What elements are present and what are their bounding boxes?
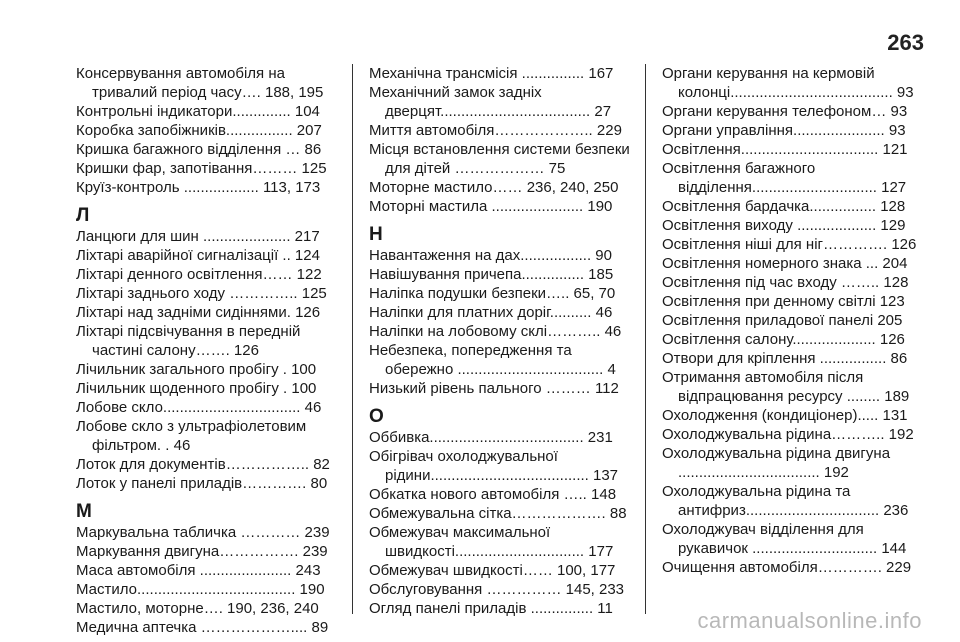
index-entry: Лічильник загального пробігу . 100	[76, 361, 317, 378]
index-entry: Охолоджувальна рідина та антифриз................................ 236	[662, 483, 909, 519]
index-entry: Небезпека, попередження та обережно ................................... 4	[369, 342, 616, 378]
index-letter-heading: О	[369, 406, 384, 427]
index-entry: Мастило...................................... 190	[76, 581, 325, 598]
index-entry: Охолодження (кондиціонер)..... 131	[662, 407, 908, 424]
index-entry: Освітлення салону.................... 126	[662, 331, 905, 348]
index-entry: Круїз-контроль .................. 113, 173	[76, 179, 321, 196]
index-entry: Органи керування телефоном… 93	[662, 103, 908, 120]
index-entry: Контрольні індикатори.............. 104	[76, 103, 320, 120]
index-entry: Обмежувальна сітка………………. 88	[369, 505, 627, 522]
index-entry: Низький рівень пального ……… 112	[369, 380, 619, 397]
index-entry: Освітлення приладової панелі 205	[662, 312, 903, 329]
index-letter-heading: Л	[76, 205, 90, 226]
index-entry: Ліхтарі підсвічування в передній частині салону……. 126	[76, 323, 301, 359]
index-entry: Моторне мастило…… 236, 240, 250	[369, 179, 619, 196]
index-entry: Отримання автомобіля після відпрацювання ресурсу ........ 189	[662, 369, 910, 405]
index-entry: Охолоджувач відділення для рукавичок .............................. 144	[662, 521, 907, 557]
index-entry: Мастило, моторне…. 190, 236, 240	[76, 600, 319, 617]
index-entry: Механічна трансмісія ............... 167	[369, 65, 614, 82]
index-entry: Коробка запобіжників................ 207	[76, 122, 322, 139]
index-entry: Моторні мастила ...................... 190	[369, 198, 613, 215]
index-column-3	[662, 64, 924, 577]
index-entry: Наліпки для платних доріг.......... 46	[369, 304, 613, 321]
index-entry: Освітлення бардачка................ 128	[662, 198, 906, 215]
index-entry: Освітлення номерного знака ... 204	[662, 255, 908, 272]
index-entry: Ланцюги для шин ..................... 217	[76, 228, 320, 245]
index-entry: Навішування причепа............... 185	[369, 266, 614, 283]
index-entry: Маркувальна табличка ………… 239	[76, 524, 330, 541]
index-entry: Обмежувач максимальної швидкості............................... 177	[369, 524, 614, 560]
page-number: 263	[887, 30, 924, 55]
index-entry: Лобове скло................................. 46	[76, 399, 322, 416]
index-entry: Кришки фар, запотівання……… 125	[76, 160, 327, 177]
index-entry: Навантаження на дах................. 90	[369, 247, 612, 264]
index-entry: Ліхтарі денного освітлення…… 122	[76, 266, 322, 283]
index-entry: Обкатка нового автомобіля ….. 148	[369, 486, 617, 503]
index-entry: Охолоджувальна рідина……….. 192	[662, 426, 914, 443]
index-entry: Лічильник щоденного пробігу . 100	[76, 380, 317, 397]
index-entry: Освітлення виходу ................... 129	[662, 217, 906, 234]
index-entry: Органи управління...................... 93	[662, 122, 906, 139]
index-entry: Маркування двигуна……………. 239	[76, 543, 328, 560]
index-entry: Органи керування на кермовій колонці....................................... 93	[662, 65, 914, 101]
index-entry: Отвори для кріплення ................ 86	[662, 350, 908, 367]
index-entry: Консервування автомобіля на тривалий період часу…. 188, 195	[76, 65, 324, 101]
index-entry: Обмежувач швидкості…… 100, 177	[369, 562, 616, 579]
index-entry: Лоток для документів…………….. 82	[76, 456, 330, 473]
index-entry: Лобове скло з ультрафіолетовим фільтром. . 46	[76, 418, 307, 454]
index-entry: Обігрівач охолоджувальної рідини...................................... 137	[369, 448, 619, 484]
column-divider	[352, 64, 353, 614]
index-entry: Освітлення багажного відділення.............................. 127	[662, 160, 907, 196]
index-entry: Огляд панелі приладів ............... 11	[369, 600, 613, 617]
index-entry: Механічний замок задніх дверцят.................................... 27	[369, 84, 612, 120]
index-entry: Оббивка..................................... 231	[369, 429, 613, 446]
index-entry: Ліхтарі заднього ходу ………….. 125	[76, 285, 327, 302]
index-letter-heading: Н	[369, 224, 383, 245]
index-column-2	[369, 64, 631, 618]
index-entry: Маса автомобіля ...................... 243	[76, 562, 321, 579]
index-entry: Ліхтарі аварійної сигналізації .. 124	[76, 247, 320, 264]
index-entry: Кришка багажного відділення … 86	[76, 141, 322, 158]
watermark: carmanualsonline.info	[697, 608, 922, 633]
index-entry: Медична аптечка ……………….... 89	[76, 619, 329, 636]
index-entry: Обслуговування …………… 145, 233	[369, 581, 625, 598]
index-entry: Миття автомобіля……………….. 229	[369, 122, 622, 139]
index-entry: Ліхтарі над задніми сидіннями. 126	[76, 304, 321, 321]
index-entry: Наліпка подушки безпеки….. 65, 70	[369, 285, 616, 302]
index-entry: Охолоджувальна рідина двигуна .................................. 192	[662, 445, 891, 481]
column-divider	[645, 64, 646, 614]
index-entry: Освітлення під час входу …….. 128	[662, 274, 909, 291]
index-entry: Освітлення................................. 121	[662, 141, 908, 158]
index-column-1	[76, 64, 338, 637]
index-entry: Наліпки на лобовому склі……….. 46	[369, 323, 622, 340]
index-entry: Лоток у панелі приладів…………. 80	[76, 475, 328, 492]
index-letter-heading: М	[76, 501, 92, 522]
index-entry: Місця встановлення системи безпеки для дітей ……………… 75	[369, 141, 630, 177]
index-entry: Очищення автомобіля…………. 229	[662, 559, 912, 576]
index-entry: Освітлення ніші для ніг…………. 126	[662, 236, 917, 253]
index-entry: Освітлення при денному світлі 123	[662, 293, 905, 310]
